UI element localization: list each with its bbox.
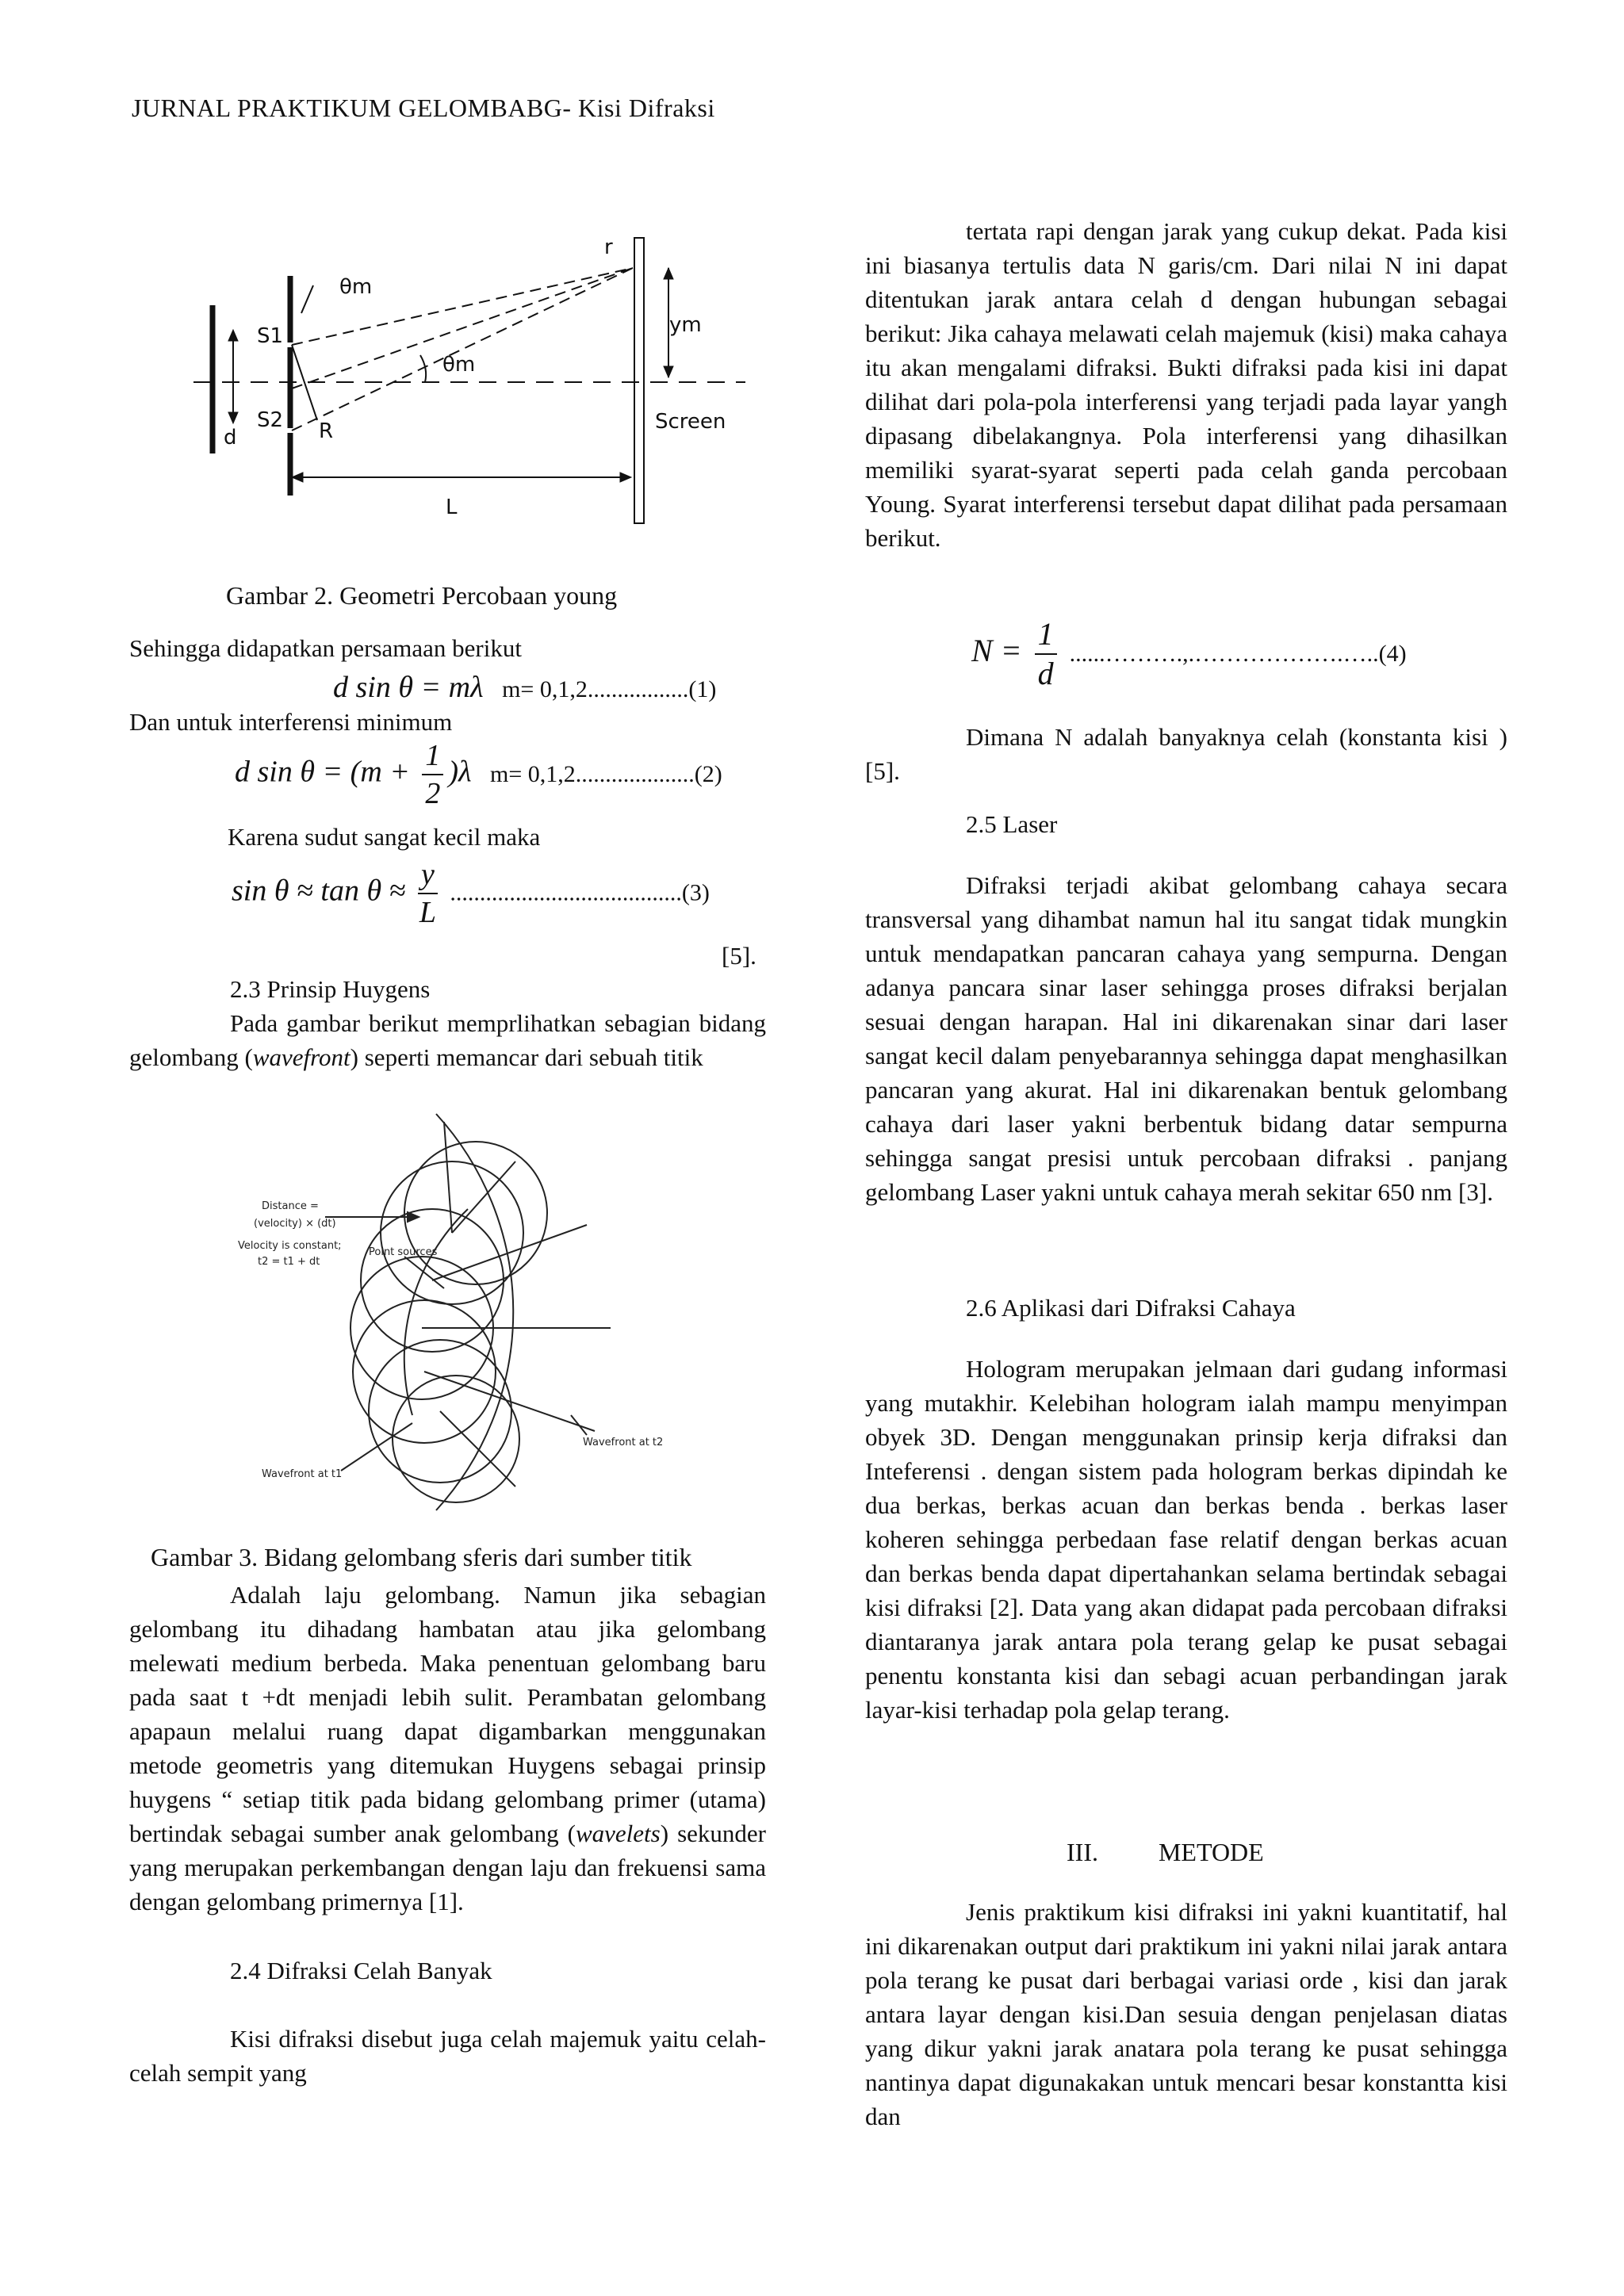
section-3-title: METODE [1158,1838,1264,1866]
label-r-small: r [604,235,613,259]
label-velocity-dt: (velocity) × (dt) [254,1218,336,1230]
label-wavefront-t2: Wavefront at t2 [583,1437,664,1448]
label-r-big: R [319,419,334,443]
label-L: L [446,496,458,519]
page-header: JURNAL PRAKTIKUM GELOMBABG- Kisi Difraksi [132,94,715,122]
right-paragraph-3: Difraksi terjadi akibat gelombang cahaya secara transversal yang dihambat namun hal itu sangat tidak mungkin untuk mendapatkan pancaran cahaya yang sempurna. Dengan adanya pancara sinar laser sehingga proses difraksi berjalan sesuai dengan harapan. Hal ini dikarenakan sinar dari laser sangat kecil dalam penyebarannya sehingga dapat menghasilkan pancaran yang akurat. Hal ini dikarenakan bentuk gelombang cahaya dari laser yakni berbentuk bidang datar sempurna sehingga sangat presisi untuk percobaan difraksi . panjang gelombang Laser yakni untuk cahaya merah sekitar 650 nm [3]. [865,871,1507,1206]
figure-3-caption: Gambar 3. Bidang gelombang sferis dari sumber titik [151,1543,692,1571]
label-screen: Screen [655,410,726,434]
label-s1: S1 [257,324,284,348]
right-paragraph-4: Hologram merupakan jelmaan dari gudang informasi yang mutakhir. Kelebihan hologram ialah mampu menyimpan obyek 3D. Dengan menggunakan prinsip kerja difraksi dan Inteferensi . dengan sistem pada hologram berkas dipindah ke dua berkas, berkas acuan dan berkas benda . berkas laser koheren sehingga perbedaan fase relatif dengan berkas acuan dan berkas benda dapat dipertahankan selama bertindak sebagai kisi difraksi [2]. Data yang akan didapat pada percobaan difraksi diantaranya jarak antara pola terang gelap ke pusat sebagai penentu konstanta kisi dan sebagi acuan perbandingan jarak layar-kisi terhadap pola gelap terang. [865,1355,1507,1724]
section-2-4-paragraph: Kisi difraksi disebut juga celah majemuk yaitu celah-celah sempit yang [129,2025,766,2087]
section-2-3 [129,972,766,1074]
label-d: d [224,426,237,450]
label-theta-mid: θm [442,353,476,377]
equation-2: d sin θ = (m + $\frac{1}{2}$ )λ m= 0,1,2....................(2) [235,739,722,810]
eq-small-angle-intro: Karena sudut sangat kecil maka [228,823,541,851]
right-paragraph-2: Dimana N adalah banyaknya celah (konstanta kisi )[5]. [865,723,1507,785]
section-2-6-title: 2.6 Aplikasi dari Difraksi Cahaya [966,1294,1296,1322]
figure-3-huygens-wavefront [214,1098,682,1530]
section-2-3-title: 2.3 Prinsip Huygens [230,975,431,1003]
equation-4: N = $\frac{1}{d}$ ......……….,.……………….…..(4) [971,616,1407,691]
label-t2: t2 = t1 + dt [258,1256,320,1268]
label-velocity-constant: Velocity is constant; [238,1240,342,1252]
label-point-sources: Point sources [369,1246,438,1258]
eq-intro: Sehingga didapatkan persamaan berikut [129,634,522,662]
section-3-number: III. [1067,1838,1098,1866]
label-theta-top: θm [339,275,373,299]
equation-1: d sin θ = mλ m= 0,1,2.................(1) [333,671,717,704]
left-paragraph-2: Adalah laju gelombang. Namun jika sebagian gelombang itu dihadang hambatan atau jika gelombang melewati medium berbeda. Maka penentuan gelombang baru pada saat t +dt menjadi lebih sulit. Perambatan gelombang apapaun melalui ruang dapat digambarkan menggunakan metode geometris yang ditemukan Huygens sebagai prinsip huygens “ setiap titik pada bidang gelombang primer (utama) bertindak sebagai sumber anak gelombang (wavelets) sekunder yang merupakan perkembangan dengan laju dan frekuensi sama dengan gelombang primernya [1]. [129,1581,766,1915]
section-2-4-title: 2.4 Difraksi Celah Banyak [230,1957,492,1984]
label-wavefront-t1: Wavefront at t1 [262,1468,343,1480]
equation-3: sin θ ≈ tan θ ≈ $\frac{y}{L}$ .......................................(3) [232,858,710,929]
label-ym: ym [669,313,702,337]
section-3-heading [1067,1838,1264,1867]
eq-min-intro: Dan untuk interferensi minimum [129,708,453,736]
right-paragraph-5: Jenis praktikum kisi difraksi ini yakni kuantitatif, hal ini dikarenakan output dari praktikum ini yakni nilai jarak antara pola terang ke pusat dari berbagai variasi orde , kisi dan jarak antara layar dengan kisi.Dan sesuia dengan penjelasan diatas yang dikur yakni jarak anatara pola terang ke pusat sehingga nantinya dapat digunakakan untuk mencari besar konstantta kisi dan [865,1898,1507,2130]
figure-2-young-geometry [190,230,761,531]
ref-5: [5]. [722,942,756,970]
right-paragraph-1: tertata rapi dengan jarak yang cukup dekat. Pada kisi ini biasanya tertulis data N garis/cm. Dari nilai N ini dapat ditentukan jarak antara celah d dengan hubungan sebagai berikut: Jika cahaya melawati celah majemuk (kisi) maka cahaya itu akan mengalami difraksi. Bukti difraksi pada kisi ini dapat dilihat dari pola-pola interferensi yang terjadi pada layar yangh dipasang dibelakangnya. Pola interferensi yang dihasilkan memiliki syarat-syarat seperti pada celah ganda percobaan Young. Syarat interferensi tersebut dapat dilihat pada persamaan berikut. [865,217,1507,552]
section-2-3-paragraph: Pada gambar berikut memprlihatkan sebagian bidang gelombang (wavefront) seperti memancar dari sebuah titik [129,1009,766,1071]
figure-2-caption: Gambar 2. Geometri Percobaan young [226,581,618,610]
section-2-5-title: 2.5 Laser [966,810,1058,838]
label-distance: Distance = [262,1200,319,1212]
label-s2: S2 [257,408,284,432]
